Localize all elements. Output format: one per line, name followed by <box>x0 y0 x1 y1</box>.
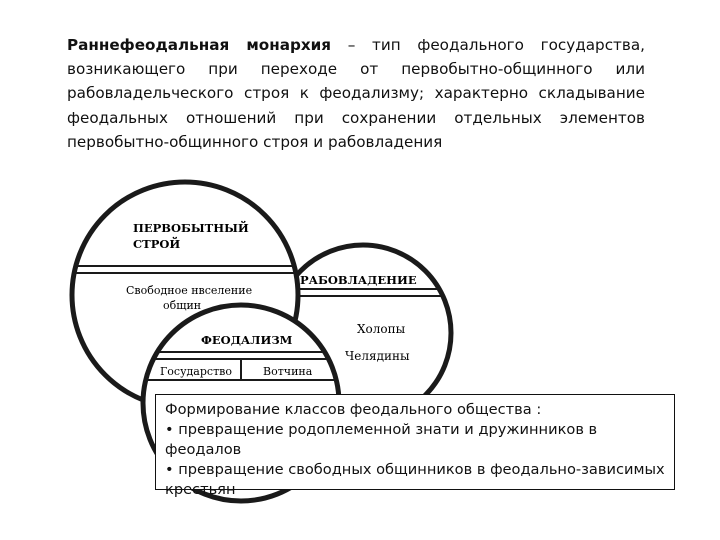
slavery-title: РАБОВЛАДЕНИЕ <box>300 273 417 287</box>
primitive-item-line1: Свободное нвселение <box>126 284 253 297</box>
definition-term: Раннефеодальная монархия <box>67 36 332 54</box>
class-formation-box <box>155 394 675 498</box>
slavery-item-chelyadiny: Челядины <box>345 349 410 363</box>
primitive-title-line1: ПЕРВОБЫТНЫЙ <box>133 221 249 235</box>
feudalism-cell-state: Государство <box>160 365 232 378</box>
feudalism-cell-votchina: Вотчина <box>263 365 313 378</box>
slavery-item-kholopy: Холопы <box>357 322 406 336</box>
infobox-heading: Формирование классов феодального общества : <box>165 401 542 418</box>
infobox-bullet-nobility: • превращение родоплеменной знати и дружинников в феодалов <box>165 421 598 458</box>
feudalism-title: ФЕОДАЛИЗМ <box>201 333 293 347</box>
primitive-title-line2: СТРОЙ <box>133 237 181 251</box>
primitive-item-line2: общин <box>163 299 202 312</box>
infobox-bullet-peasants: • превращение свободных общинников в феодально-зависимых крестьян <box>165 461 665 498</box>
definition-text: – тип феодального государства, возникающего при переходе от первобытно-общинного или рабовладельческого строя к феодализму; характерно складывание феодальных отношений при сохранении отдельных элементов первобытно-общинного строя и рабовладения <box>67 36 645 151</box>
